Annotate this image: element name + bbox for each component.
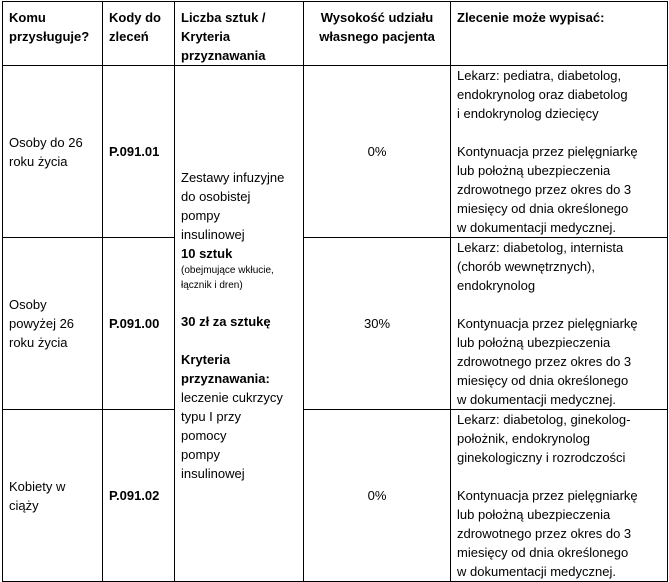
table-row xyxy=(3,238,668,410)
percent-cell: 30% xyxy=(304,238,451,410)
header-wysokosc: Wysokość udziału własnego pacjenta xyxy=(304,2,451,66)
table-row xyxy=(3,66,668,238)
header-liczba: Liczba sztuk / Kryteria przyznawania xyxy=(175,2,304,66)
code-cell: P.091.02 xyxy=(103,410,175,582)
criteria-text: leczenie cukrzycy typu I przy pomocy pompy insulinowej xyxy=(181,390,283,481)
who-cell: Osoby powyżej 26 roku życia xyxy=(3,238,103,410)
price-text: 30 zł za sztukę xyxy=(181,314,271,329)
criteria-title: Kryteria przyznawania: xyxy=(181,352,270,386)
product-text: Zestawy infuzyjne do osobistej pompy insulinowej xyxy=(181,170,285,242)
quantity-note: (obejmujące wkłucie, łącznik i dren) xyxy=(181,265,274,291)
doctor-cell: Lekarz: diabetolog, internista (chorób wewnętrznych), endokrynolog Kontynuacja przez pielęgniarkę lub położną ubezpieczenia zdrowotnego przez okres do 3 miesięcy od dnia określonego w dokumentacji medycznej. xyxy=(451,238,668,410)
who-cell: Osoby do 26 roku życia xyxy=(3,66,103,238)
code-cell: P.091.00 xyxy=(103,238,175,410)
table-row xyxy=(3,410,668,582)
criteria-cell xyxy=(175,66,304,582)
header-zlecenie: Zlecenie może wypisać: xyxy=(451,2,668,66)
percent-cell: 0% xyxy=(304,66,451,238)
code-cell: P.091.01 xyxy=(103,66,175,238)
reimbursement-table xyxy=(2,1,668,582)
header-row xyxy=(3,2,668,66)
header-kody: Kody do zleceń xyxy=(103,2,175,66)
doctor-cell: Lekarz: pediatra, diabetolog, endokrynolog oraz diabetolog i endokrynolog dziecięcy Kontynuacja przez pielęgniarkę lub położną ubezpieczenia zdrowotnego przez okres do 3 miesięcy od dnia określonego w dokumentacji medycznej. xyxy=(451,66,668,238)
header-komu: Komu przysługuje? xyxy=(3,2,103,66)
quantity-text: 10 sztuk xyxy=(181,246,233,261)
who-cell: Kobiety w ciąży xyxy=(3,410,103,582)
doctor-cell: Lekarz: diabetolog, ginekolog- położnik, endokrynolog ginekologiczny i rozrodczości Kontynuacja przez pielęgniarkę lub położną ubezpieczenia zdrowotnego przez okres do 3 miesięcy od dnia określonego w dokumentacji medycznej. xyxy=(451,410,668,582)
percent-cell: 0% xyxy=(304,410,451,582)
